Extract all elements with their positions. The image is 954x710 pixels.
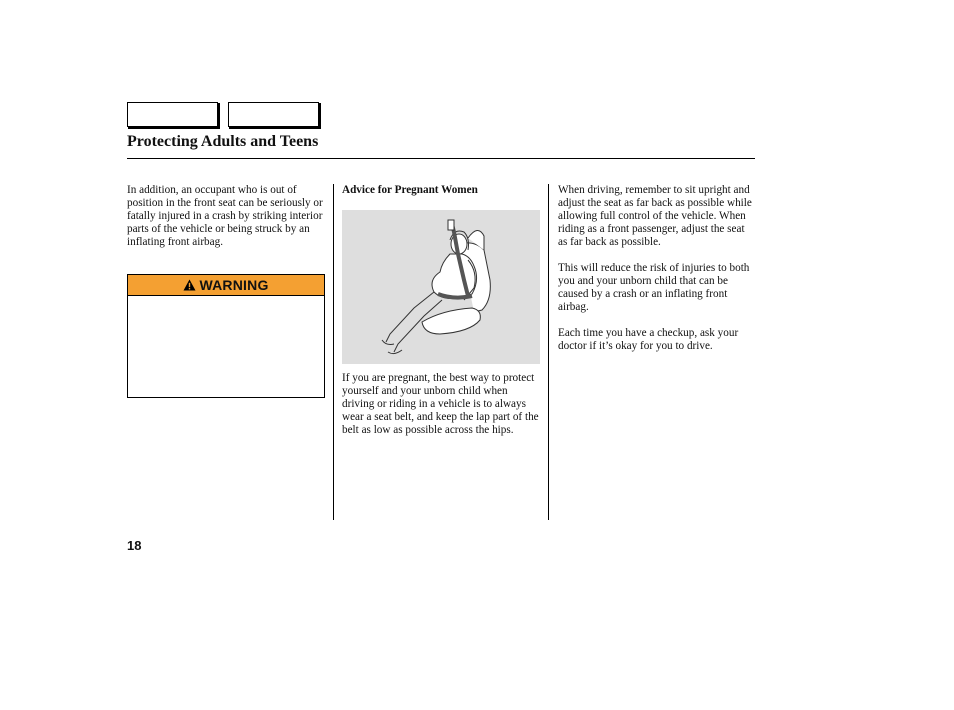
page-title: Protecting Adults and Teens: [127, 133, 319, 150]
title-divider: [127, 158, 755, 159]
nav-button-table-of-contents[interactable]: [228, 102, 319, 127]
warning-header: [128, 275, 324, 296]
column-left: [127, 184, 327, 262]
warning-box: [127, 274, 325, 398]
driving-advice-paragraph: When driving, remember to sit upright and adjust the seat as far back as possible while allowing full control of the vehicle. When riding as a front passenger, adjust the seat as far back as possible.: [558, 184, 752, 248]
warning-triangle-icon: [183, 279, 196, 291]
column-divider-1: [333, 184, 334, 520]
column-divider-2: [548, 184, 549, 520]
column-middle: [342, 184, 540, 450]
risk-paragraph: This will reduce the risk of injuries to both you and your unborn child that can be caused by a crash or an inflating front airbag.: [558, 262, 750, 313]
nav-button-main-menu[interactable]: [127, 102, 218, 127]
checkup-paragraph: Each time you have a checkup, ask your doctor if it’s okay for you to drive.: [558, 327, 739, 352]
section-heading: Advice for Pregnant Women: [342, 184, 478, 196]
page-number: 18: [127, 538, 142, 553]
pregnant-woman-seatbelt-illustration: [342, 210, 540, 364]
intro-paragraph: In addition, an occupant who is out of position in the front seat can be seriously or fatally injured in a crash by striking interior parts of the vehicle or being struck by an inflating front airbag.: [127, 184, 323, 248]
pregnancy-paragraph: If you are pregnant, the best way to protect yourself and your unborn child when driving or riding in a vehicle is to always wear a seat belt, and keep the lap part of the belt as low as possible across the hips.: [342, 372, 539, 436]
column-right: [558, 184, 754, 366]
warning-label: WARNING: [199, 277, 269, 293]
